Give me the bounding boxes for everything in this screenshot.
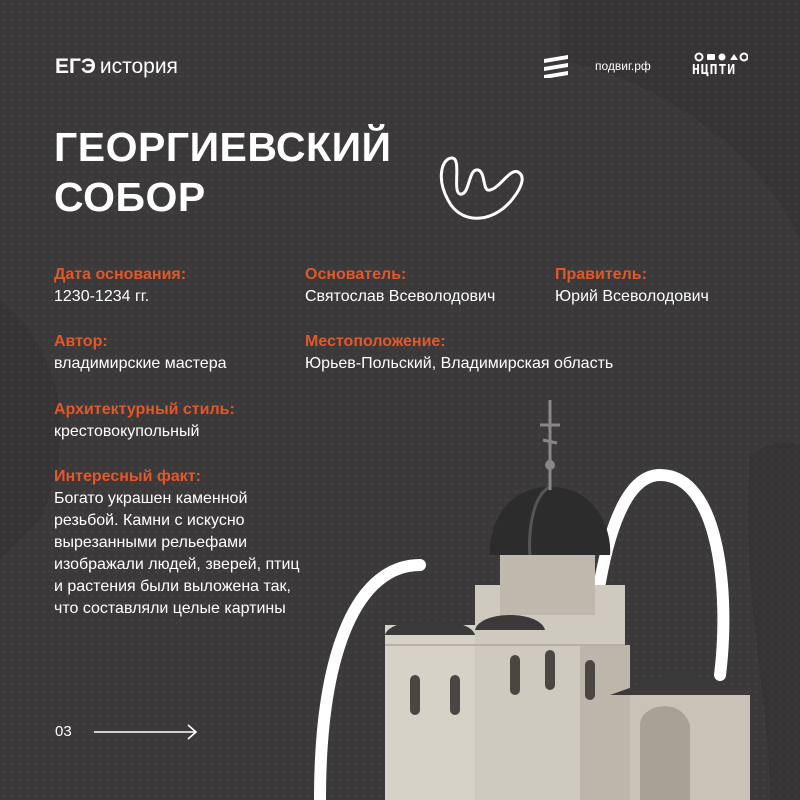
location-value: Юрьев-Польский, Владимирская область (305, 355, 614, 372)
field-author (54, 331, 227, 375)
founded-label: Дата основания: (54, 266, 187, 283)
field-founder (305, 264, 495, 308)
ruler-value: Юрий Всеволодович (555, 288, 709, 305)
location-label: Местоположение: (305, 333, 446, 350)
page-number: 03 (55, 723, 72, 740)
partner-logo-text: НЦПТИ (692, 63, 737, 78)
field-style (54, 399, 235, 443)
fact-label: Интересный факт: (54, 468, 201, 485)
top-bar (55, 52, 750, 82)
brand-bold: ЕГЭ (55, 55, 96, 78)
partner-logo-dots-icon (694, 52, 748, 62)
title-line-2: СОБОР (54, 174, 206, 220)
author-value: владимирские мастера (54, 355, 227, 372)
founder-label: Основатель: (305, 266, 407, 283)
decorative-swirl (430, 138, 530, 233)
ruler-label: Правитель: (555, 266, 647, 283)
founder-value: Святослав Всеволодович (305, 288, 496, 305)
style-value: крестовокупольный (54, 423, 200, 440)
fact-value: Богато украшен каменной резьбой. Камни с искусно вырезанными рельефами изображали людей, зверей, птиц и растения были выложена так, что составляли целые картины (54, 490, 300, 617)
cathedral-image (300, 395, 800, 800)
style-label: Архитектурный стиль: (54, 401, 235, 418)
title-line-1: ГЕОРГИЕВСКИЙ (54, 124, 392, 170)
brand-title (55, 52, 178, 82)
arrow-right-icon[interactable] (92, 722, 200, 742)
field-founded (54, 264, 186, 308)
author-label: Автор: (54, 333, 108, 350)
field-fact (54, 466, 304, 620)
site-link[interactable]: подвиг.рф (595, 59, 651, 73)
partner-logo (692, 52, 750, 80)
brand-regular: история (99, 55, 178, 78)
stripes-logo-icon (542, 54, 570, 78)
founded-value: 1230-1234 гг. (54, 288, 150, 305)
field-location (305, 331, 613, 375)
page-title (54, 122, 392, 222)
field-ruler (555, 264, 709, 308)
